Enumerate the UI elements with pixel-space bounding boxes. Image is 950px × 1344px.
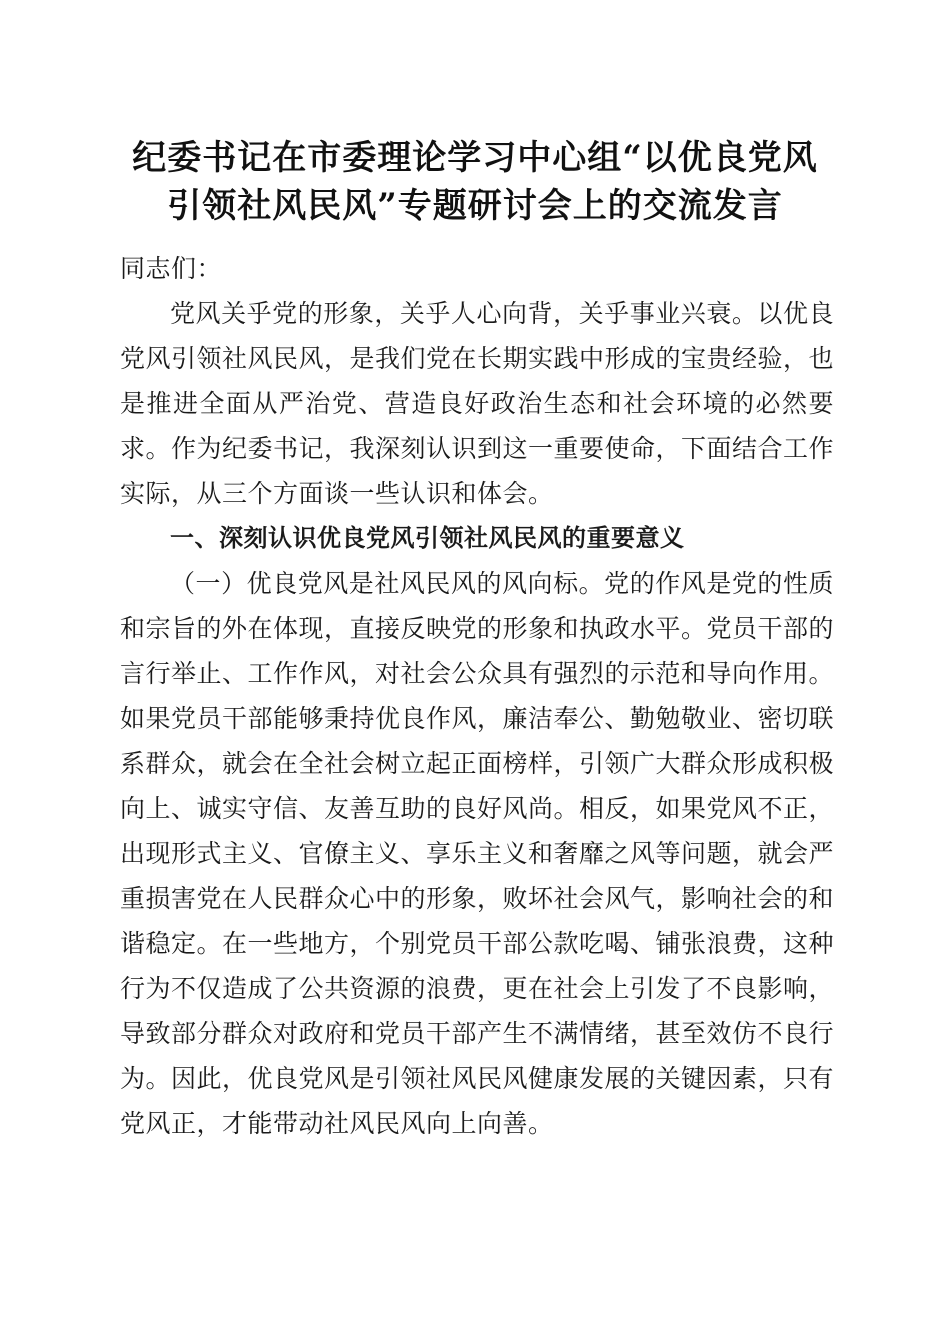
document-title — [100, 134, 850, 230]
title-line-1: 纪委书记在市委理论学习中心组“以优良党风 — [132, 138, 818, 178]
document-body — [120, 246, 834, 1146]
greeting: 同志们： — [120, 254, 223, 283]
section-1-paragraph-1: （一）优良党风是社风民风的风向标。党的作风是党的性质和宗旨的外在体现，直接反映党的形象和执政水平。党员干部的言行举止、工作作风，对社会公众具有强烈的示范和导向作用。如果党员干部能够秉持优良作风，廉洁奉公、勤勉敬业、密切联系群众，就会在全社会树立起正面榜样，引领广大群众形成积极向上、诚实守信、友善互助的良好风尚。相反，如果党风不正，出现形式主义、官僚主义、享乐主义和奢靡之风等问题，就会严重损害党在人民群众心中的形象，败坏社会风气，影响社会的和谐稳定。在一些地方，个别党员干部公款吃喝、铺张浪费，这种行为不仅造成了公共资源的浪费，更在社会上引发了不良影响，导致部分群众对政府和党员干部产生不满情绪，甚至效仿不良行为。因此，优良党风是引领社风民风健康发展的关键因素，只有党风正，才能带动社风民风向上向善。 — [120, 569, 835, 1138]
intro-paragraph: 党风关乎党的形象，关乎人心向背，关乎事业兴衰。以优良党风引领社风民风，是我们党在长期实践中形成的宝贵经验，也是推进全面从严治党、营造良好政治生态和社会环境的必然要求。作为纪委书记，我深刻认识到这一重要使命，下面结合工作实际，从三个方面谈一些认识和体会。 — [120, 299, 835, 508]
section-1-heading: 一、深刻认识优良党风引领社风民风的重要意义 — [170, 524, 685, 552]
title-line-2: 引领社风民风”专题研讨会上的交流发言 — [167, 186, 783, 226]
